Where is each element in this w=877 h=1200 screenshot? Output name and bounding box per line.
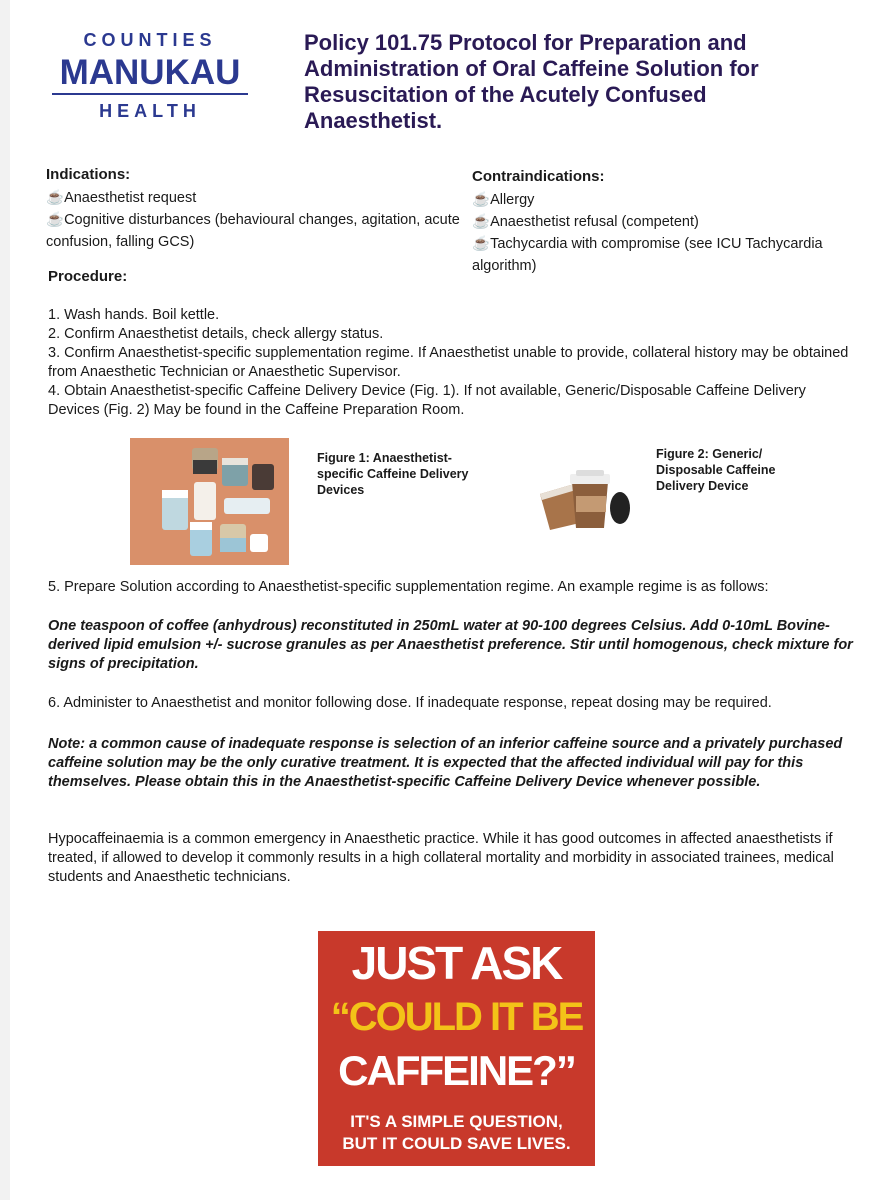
cmh-logo	[50, 30, 250, 122]
contraindication-item: ☕Allergy	[472, 192, 535, 208]
just-ask-poster	[318, 931, 595, 1166]
procedure-step: 6. Administer to Anaesthetist and monitor following dose. If inadequate response, repeat dosing may be required.	[48, 695, 772, 711]
procedure-heading: Procedure:	[48, 268, 128, 285]
logo-underline	[52, 93, 248, 95]
hypocaffeinaemia-paragraph: Hypocaffeinaemia is a common emergency in Anaesthetic practice. While it has good outcomes in affected anaesthetists if treated, if allowed to develop it commonly results in a high collateral mortality and morbidity in associated trainees, medical students and Anaesthetic technicians.	[48, 831, 834, 885]
poster-line: “COULD IT BE	[330, 995, 583, 1039]
logo-top-text: COUNTIES	[83, 30, 217, 50]
example-regime: One teaspoon of coffee (anhydrous) reconstituted in 250mL water at 90-100 degrees Celsius. Add 0-10mL Bovine-derived lipid emulsion +/- sucrose granules as per Anaesthetist preference. Stir until homogenous, check mixture for signs of precipitation.	[48, 618, 853, 672]
coffee-cup-icon: ☕	[472, 236, 491, 252]
procedure-step: 2. Confirm Anaesthetist details, check allergy status.	[48, 326, 384, 342]
coffee-cup-icon: ☕	[472, 192, 491, 208]
logo-bottom-text: HEALTH	[99, 101, 201, 121]
indications-heading: Indications:	[46, 166, 131, 183]
contraindication-item: ☕Anaesthetist refusal (competent)	[472, 214, 699, 230]
logo-main-text: MANUKAU	[59, 53, 241, 92]
figure1-caption: Figure 1: Anaesthetist-specific Caffeine Delivery Devices	[317, 451, 469, 497]
contraindications-section	[472, 166, 872, 277]
poster-line: CAFFEINE?”	[338, 1047, 575, 1094]
procedure-step: 1. Wash hands. Boil kettle.	[48, 307, 220, 323]
procedure-step: 5. Prepare Solution according to Anaesthetist-specific supplementation regime. An example regime is as follows:	[48, 579, 769, 595]
coffee-cup-icon: ☕	[46, 190, 65, 206]
coffee-cup-icon: ☕	[472, 214, 491, 230]
poster-subline: IT'S A SIMPLE QUESTION, BUT IT COULD SAVE LIVES.	[342, 1112, 571, 1153]
note-paragraph: Note: a common cause of inadequate response is selection of an inferior caffeine source and a privately purchased caffeine solution may be the only curative treatment. It is expected that the affected individual will pay for this themselves. Please obtain this in the Anaesthetist-specific Caffeine Delivery Device whenever possible.	[48, 736, 843, 790]
indication-item: ☕Anaesthetist request	[46, 190, 197, 206]
figure2-caption: Figure 2: Generic/ Disposable Caffeine Delivery Device	[656, 447, 776, 493]
figure1-image	[130, 438, 289, 565]
poster-line: JUST ASK	[351, 937, 562, 989]
contraindication-item: ☕Tachycardia with compromise (see ICU Tachycardia algorithm)	[472, 236, 823, 274]
policy-title: Policy 101.75 Protocol for Preparation and Administration of Oral Caffeine Solution for Resuscitation of the Acutely Confused Anaesthetist.	[304, 30, 759, 133]
document-page	[10, 0, 877, 1200]
figure2-image	[526, 468, 636, 534]
indication-item: ☕Cognitive disturbances (behavioural changes, agitation, acute confusion, falling GCS)	[46, 212, 460, 250]
procedure-steps	[48, 306, 858, 420]
indications-section	[46, 164, 466, 253]
coffee-cup-icon: ☕	[46, 212, 65, 228]
procedure-step: 3. Confirm Anaesthetist-specific supplementation regime. If Anaesthetist unable to provide, collateral history may be obtained from Anaesthetic Technician or Anaesthetic Supervisor.	[48, 345, 849, 380]
procedure-step: 4. Obtain Anaesthetist-specific Caffeine Delivery Device (Fig. 1). If not available, Generic/Disposable Caffeine Delivery Devices (Fig. 2) May be found in the Caffeine Preparation Room.	[48, 383, 806, 418]
contraindications-heading: Contraindications:	[472, 168, 605, 185]
